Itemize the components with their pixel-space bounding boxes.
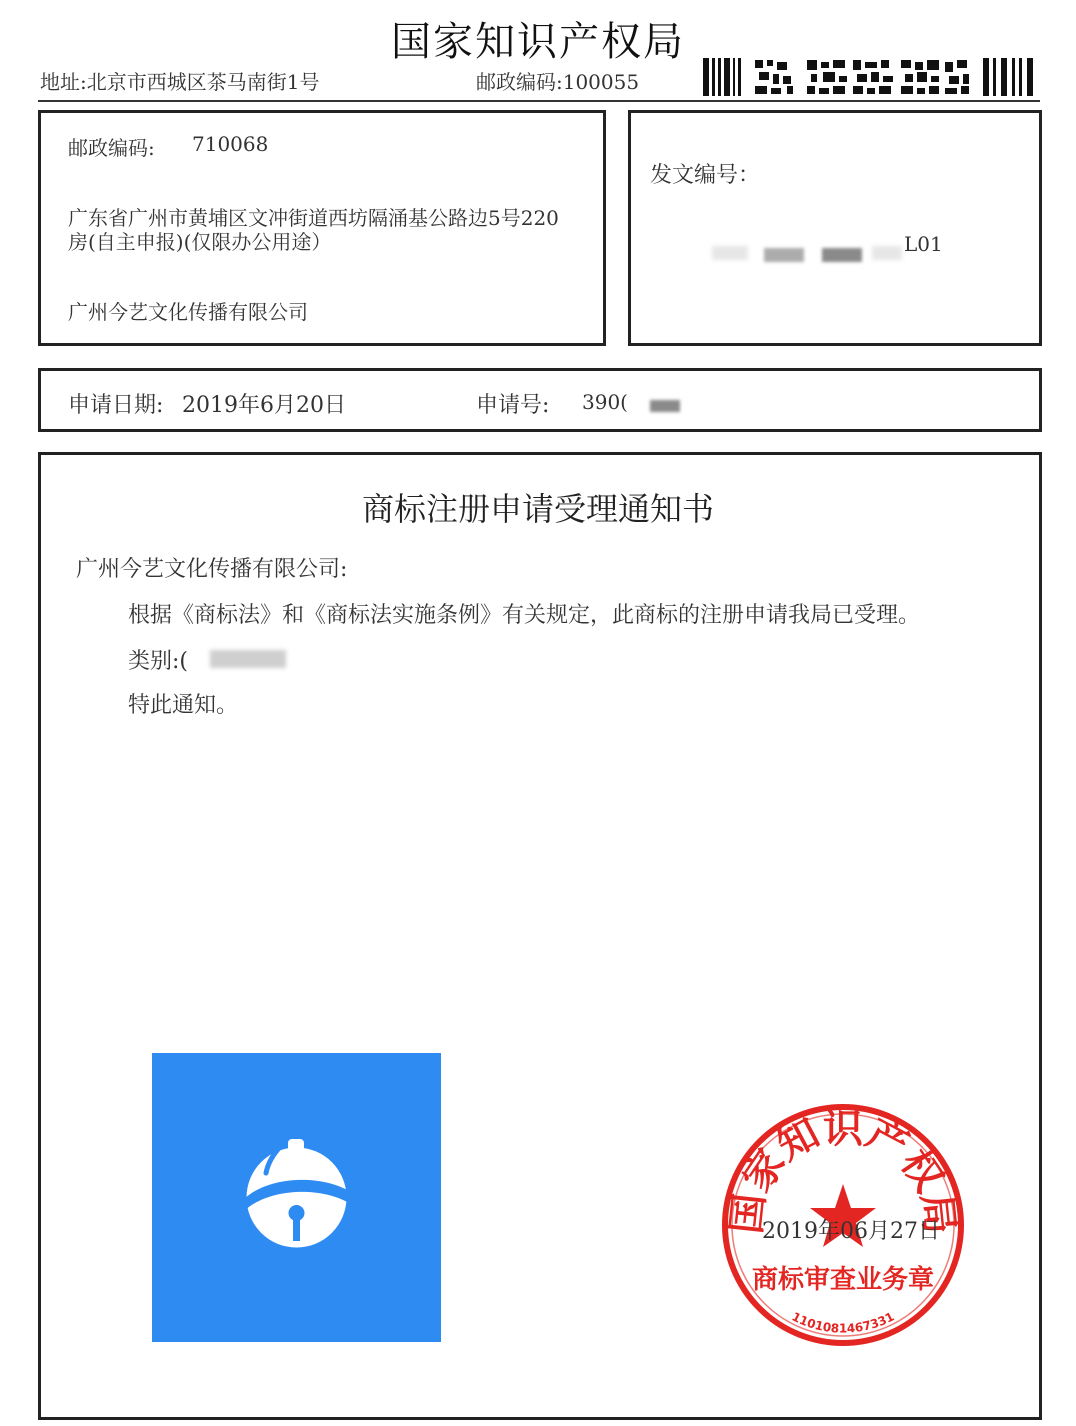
notice-closing: 特此通知。: [128, 693, 239, 718]
notice-title: 商标注册申请受理通知书: [361, 490, 714, 528]
office-postal-code: 邮政编码:100055: [476, 70, 640, 94]
document-number-suffix: L01: [904, 232, 943, 256]
application-date-value: 2019年6月20日: [182, 393, 346, 418]
notice-salutation: 广州今艺文化传播有限公司:: [76, 557, 348, 582]
bell-icon: [152, 1053, 441, 1342]
recipient-address-line1: 广东省广州市黄埔区文冲街道西坊隔涌基公路边5号220: [68, 206, 559, 230]
redacted-doc-number-part2: [764, 248, 804, 262]
document-number-label: 发文编号：: [650, 163, 761, 188]
recipient-postal-value: 710068: [192, 132, 269, 156]
notice-category-label: 类别:(: [128, 649, 188, 674]
trademark-logo: [152, 1053, 441, 1342]
recipient-company: 广州今艺文化传播有限公司: [68, 300, 308, 324]
header-divider: [38, 100, 1040, 102]
seal-serial: 1101081467331: [789, 1309, 897, 1336]
seal-text: 国家知识产权局: [723, 1105, 963, 1237]
redacted-doc-number-part1: [712, 246, 748, 260]
redacted-doc-number-part4: [872, 246, 902, 260]
redacted-doc-number-part3: [822, 248, 862, 262]
application-number-label: 申请号:: [476, 393, 550, 418]
application-number-value: 390(: [582, 390, 628, 414]
svg-text:1101081467331: [790, 1309, 897, 1335]
document-number-box: [628, 110, 1042, 346]
office-name: 国家知识产权局: [391, 19, 685, 65]
redacted-application-number: [650, 400, 680, 412]
application-date-label: 申请日期:: [68, 393, 164, 418]
barcode: [703, 58, 1035, 96]
notice-body: 根据《商标法》和《商标法实施条例》有关规定，此商标的注册申请我局已受理。: [128, 603, 921, 628]
redacted-category: [210, 650, 286, 668]
office-address: 地址:北京市西城区茶马南街1号: [40, 70, 320, 94]
seal-subtext: 商标审查业务章: [751, 1265, 935, 1295]
recipient-postal-label: 邮政编码:: [68, 136, 155, 160]
notice-issue-date: 2019年06月27日: [762, 1219, 940, 1244]
recipient-address-line2: 房(自主申报)(仅限办公用途）: [68, 230, 332, 254]
